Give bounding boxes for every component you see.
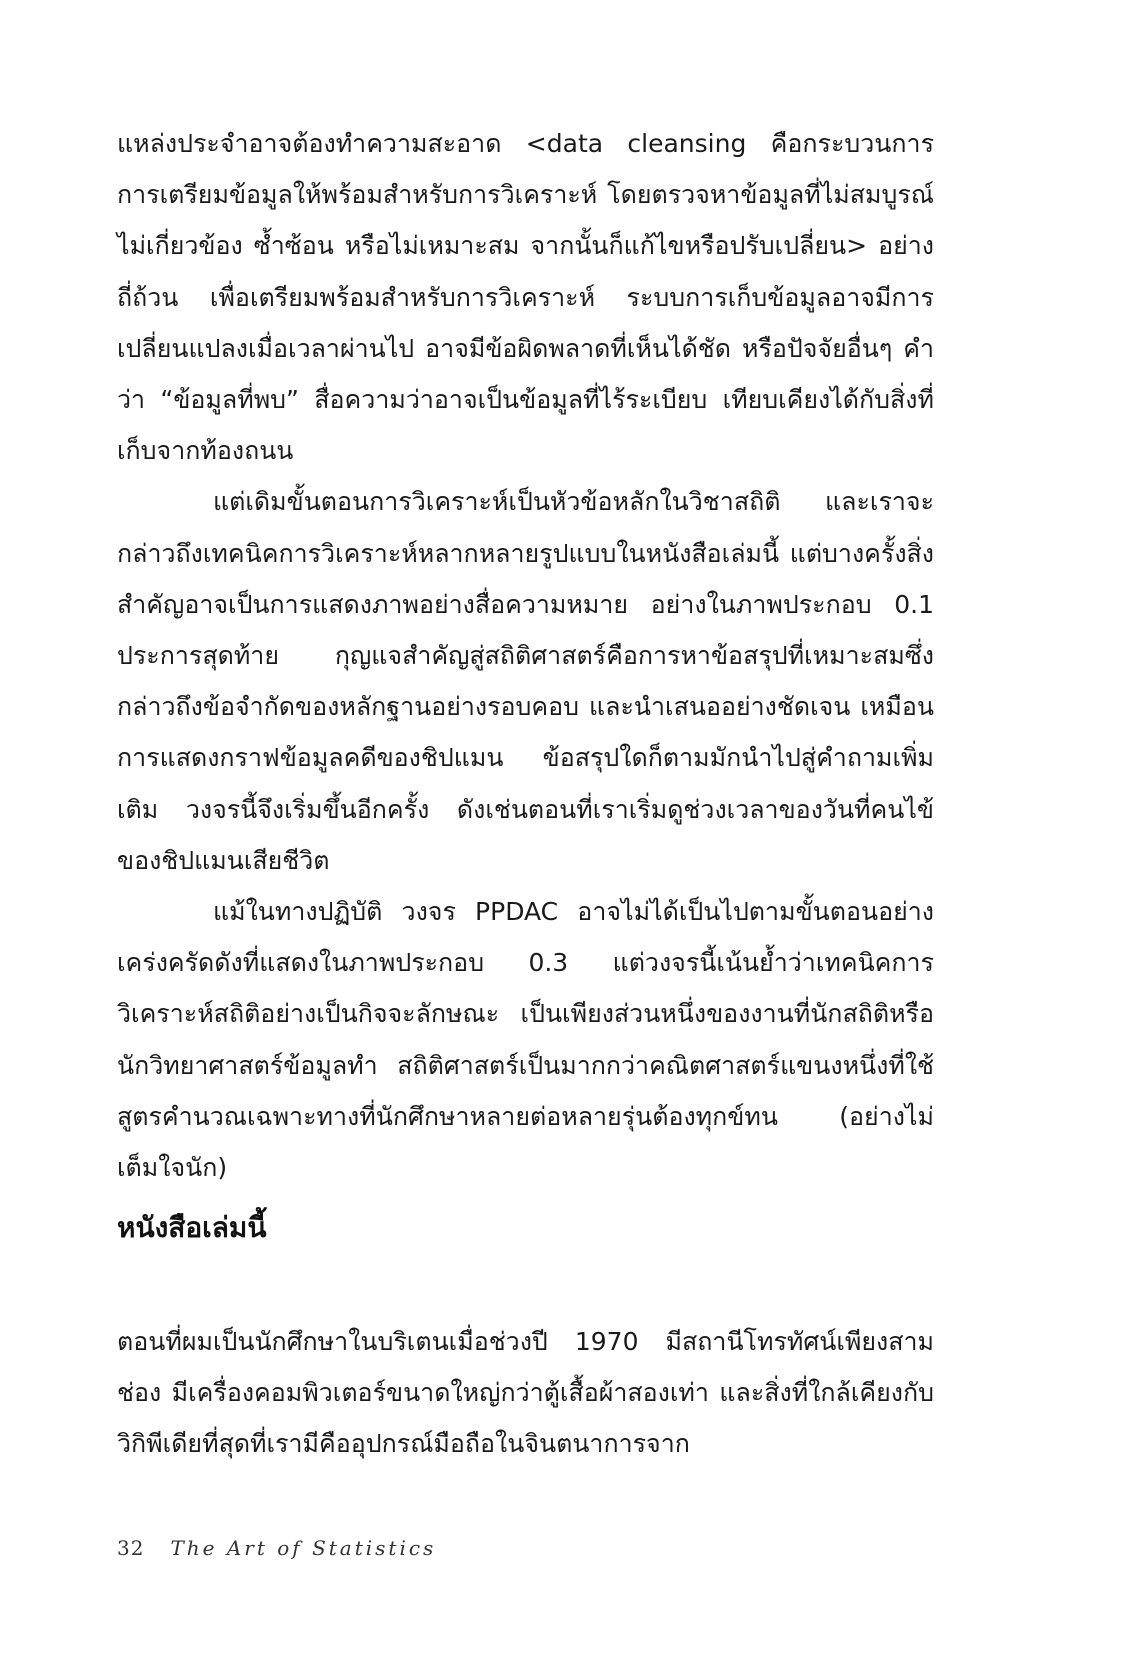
page-footer [117, 1536, 436, 1560]
paragraph-student-days: ตอนที่ผมเป็นนักศึกษาในบริเตนเมื่อช่วงปี 1970 มีสถานีโทรทัศน์เพียงสามช่อง มีเครื่องคอมพิวเตอร์ขนาดใหญ่กว่าตู้เสื้อผ้าสองเท่า และสิ่งที่ใกล้เคียงกับวิกิพีเดียที่สุดที่เรามีคืออุปกรณ์มือถือในจินตนาการจาก [117, 1327, 934, 1459]
paragraph-analysis: แต่เดิมขั้นตอนการวิเคราะห์เป็นหัวข้อหลักในวิชาสถิติ และเราจะกล่าวถึงเทคนิคการวิเคราะห์หลากหลายรูปแบบในหนังสือเล่มนี้ แต่บางครั้งสิ่งสำคัญอาจเป็นการแสดงภาพอย่างสื่อความหมาย อย่างในภาพประกอบ 0.1 ประการสุดท้าย กุญแจสำคัญสู่สถิติศาสตร์คือการหาข้อสรุปที่เหมาะสมซึ่งกล่าวถึงข้อจำกัดของหลักฐานอย่างรอบคอบ และนำเสนออย่างชัดเจน เหมือนการแสดงกราฟข้อมูลคดีของชิปแมน ข้อสรุปใดก็ตามมักนำไปสู่คำถามเพิ่มเติม วงจรนี้จึงเริ่มขึ้นอีกครั้ง ดังเช่นตอนที่เราเริ่มดูช่วงเวลาของวันที่คนไข้ของชิปแมนเสียชีวิต [117, 487, 934, 875]
running-title: The Art of Statistics [170, 1536, 437, 1560]
paragraph-ppdac: แม้ในทางปฏิบัติ วงจร PPDAC อาจไม่ได้เป็นไปตามขั้นตอนอย่างเคร่งครัดดังที่แสดงในภาพประกอบ 0.3 แต่วงจรนี้เน้นย้ำว่าเทคนิคการวิเคราะห์สถิติอย่างเป็นกิจจะลักษณะ เป็นเพียงส่วนหนึ่งของงานที่นักสถิติหรือนักวิทยาศาสตร์ข้อมูลทำ สถิติศาสตร์เป็นมากกว่าคณิตศาสตร์แขนงหนึ่งที่ใช้สูตรคำนวณเฉพาะทางที่นักศึกษาหลายต่อหลายรุ่นต้องทุกข์ทน (อย่างไม่เต็มใจนัก) [117, 897, 934, 1183]
body-text [117, 118, 934, 1193]
section-heading: หนังสือเล่มนี้ [117, 1211, 267, 1244]
paragraph-data-cleansing: แหล่งประจำอาจต้องทำความสะอาด <data cleansing คือกระบวนการการเตรียมข้อมูลให้พร้อมสำหรับการวิเคราะห์ โดยตรวจหาข้อมูลที่ไม่สมบูรณ์ ไม่เกี่ยวข้อง ซ้ำซ้อน หรือไม่เหมาะสม จากนั้นก็แก้ไขหรือปรับเปลี่ยน> อย่างถี่ถ้วน เพื่อเตรียมพร้อมสำหรับการวิเคราะห์ ระบบการเก็บข้อมูลอาจมีการเปลี่ยนแปลงเมื่อเวลาผ่านไป อาจมีข้อผิดพลาดที่เห็นได้ชัด หรือปัจจัยอื่นๆ คำว่า “ข้อมูลที่พบ” สื่อความว่าอาจเป็นข้อมูลที่ไร้ระเบียบ เทียบเคียงได้กับสิ่งที่เก็บจากท้องถนน [117, 129, 934, 466]
page-number: 32 [117, 1536, 145, 1560]
section-body [117, 1316, 934, 1470]
